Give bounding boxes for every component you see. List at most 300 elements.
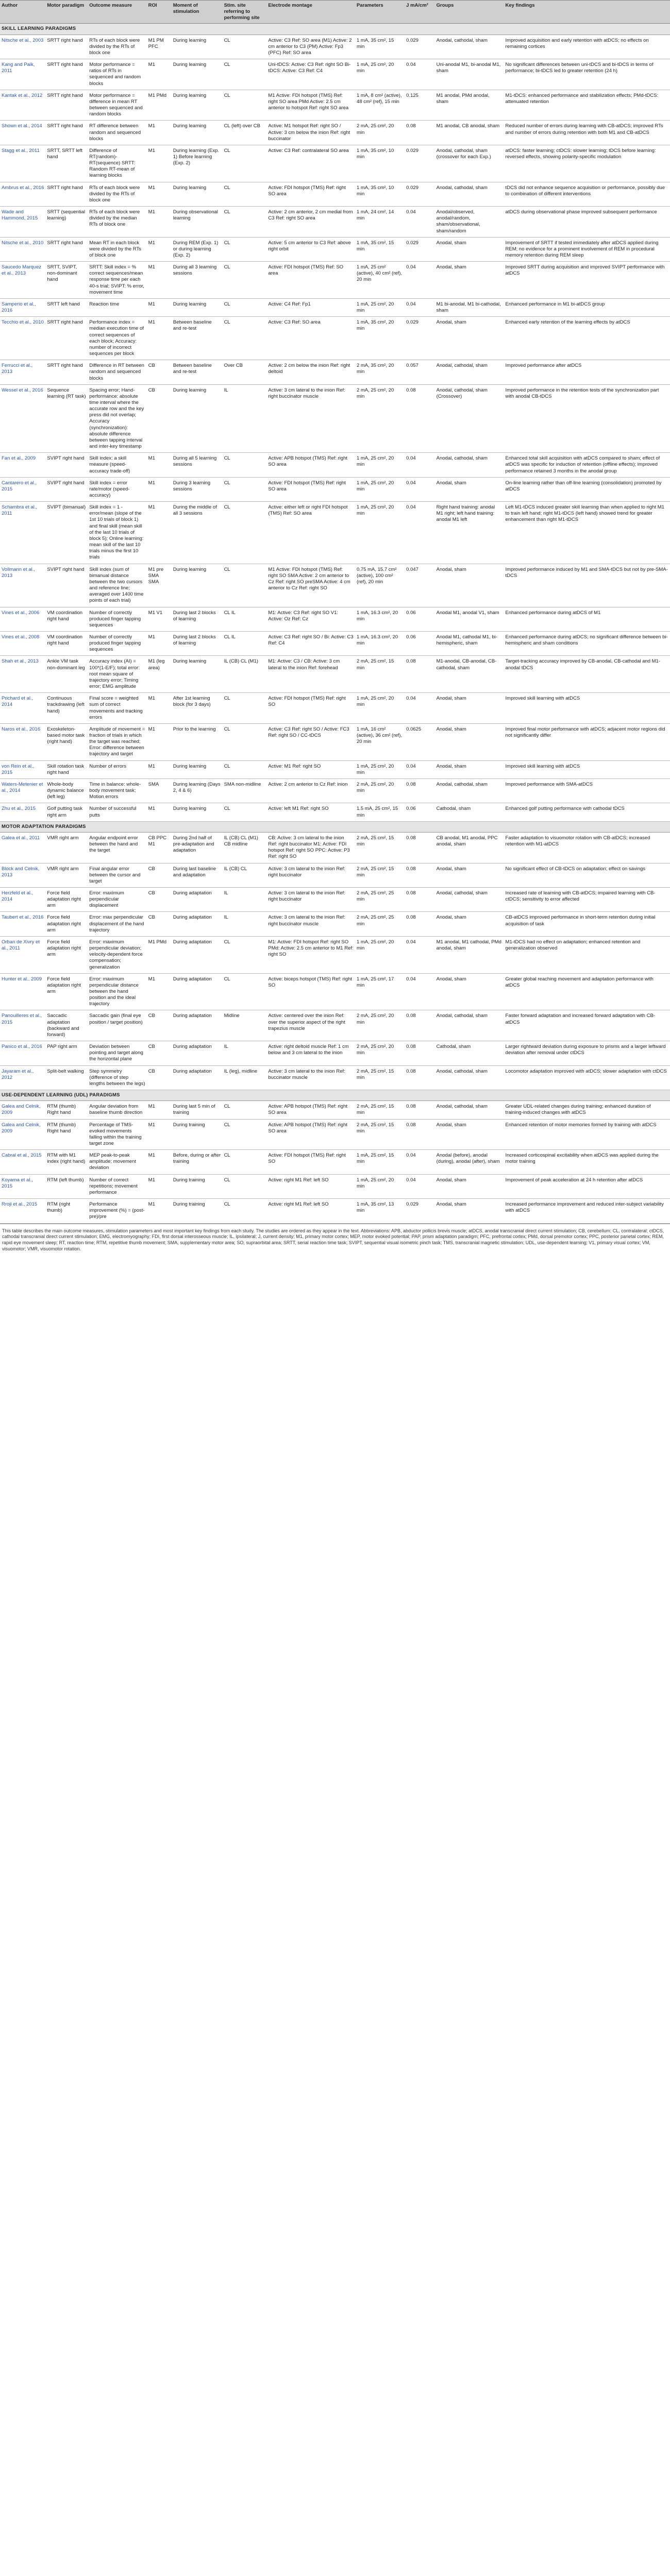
- table-cell: Enhanced golf putting performance with cathodal tDCS: [504, 803, 670, 821]
- table-row: [0, 453, 670, 477]
- table-cell: M1: [147, 121, 172, 145]
- table-row: [0, 1174, 670, 1198]
- table-cell: Sequence learning (RT task): [45, 384, 88, 453]
- table-cell: 0.04: [405, 693, 435, 724]
- table-cell: Skill rotation task right hand: [45, 760, 88, 778]
- table-cell: Improved final motor performance with atDCS; adjacent motor regions did not significantly differ: [504, 723, 670, 760]
- table-cell: M1: [147, 1150, 172, 1174]
- author-citation-link[interactable]: Vollmann et al., 2013: [0, 564, 45, 607]
- table-cell: CL: [223, 1101, 267, 1119]
- table-cell: Force field adaptation right arm: [45, 912, 88, 936]
- table-cell: Active: FDI hotspot (TMS) Ref: right SO area: [266, 477, 355, 501]
- table-cell: Between baseline and re-test: [172, 317, 223, 360]
- table-cell: Reaction time: [88, 298, 146, 316]
- author-citation-link[interactable]: Rroji et al., 2015: [0, 1199, 45, 1223]
- table-cell: M1: [147, 207, 172, 238]
- table-row: [0, 1010, 670, 1041]
- table-cell: 1 mA, 25 cm², 20 min: [355, 298, 405, 316]
- table-cell: During learning: [172, 121, 223, 145]
- table-cell: M1: [147, 803, 172, 821]
- table-cell: Anodal, sham: [435, 863, 504, 887]
- table-cell: Prior to the learning: [172, 723, 223, 760]
- table-cell: Anodal, sham: [435, 693, 504, 724]
- author-citation-link[interactable]: Jayaram et al., 2012: [0, 1065, 45, 1090]
- table-cell: 0.06: [405, 631, 435, 655]
- table-cell: Anodal, cathodal, sham: [435, 778, 504, 803]
- author-citation-link[interactable]: Nitsche et al., 2003: [0, 35, 45, 59]
- table-cell: Target-tracking accuracy improved by CB-anodal, CB-cathodal and M1-anodal tDCS: [504, 656, 670, 693]
- table-cell: SRTT, SVIPT, non-dominant hand: [45, 262, 88, 299]
- table-cell: Active: 3 cm lateral to the inion Ref: buccinator muscle: [266, 1065, 355, 1090]
- column-header: Moment of stimulation: [172, 1, 223, 24]
- table-cell: RTs of each block were divided by the median RTs of block one: [88, 207, 146, 238]
- table-cell: During learning: [172, 564, 223, 607]
- table-cell: 1 mA, 25 cm², 20 min: [355, 502, 405, 564]
- table-row: [0, 832, 670, 863]
- table-cell: Larger rightward deviation during exposure to prisms and a larger leftward deviation after removal under ctDCS: [504, 1041, 670, 1065]
- table-cell: Anodal (before), anodal (during), anodal (after), sham: [435, 1150, 504, 1174]
- table-cell: 2 mA, 25 cm², 15 min: [355, 1065, 405, 1090]
- table-cell: During learning: [172, 803, 223, 821]
- author-citation-link[interactable]: Koyama et al., 2015: [0, 1174, 45, 1198]
- table-cell: Active: 2 cm anterior to Cz Ref: inion: [266, 778, 355, 803]
- table-cell: Anodal, cathodal, sham: [435, 182, 504, 206]
- column-header: Groups: [435, 1, 504, 24]
- table-cell: 2 mA, 25 cm², 20 min: [355, 1041, 405, 1065]
- table-cell: Golf putting task right arm: [45, 803, 88, 821]
- table-cell: Difference in RT between random and sequenced blocks: [88, 360, 146, 384]
- table-row: [0, 384, 670, 453]
- table-cell: M1 pre SMA SMA: [147, 564, 172, 607]
- author-citation-link[interactable]: Schambra et al., 2011: [0, 502, 45, 564]
- author-citation-link[interactable]: Naros et al., 2016: [0, 723, 45, 760]
- table-cell: Anodal, sham: [435, 912, 504, 936]
- table-cell: CB: [147, 1065, 172, 1090]
- table-cell: 1 mA, 16.3 cm², 20 min: [355, 631, 405, 655]
- table-cell: 0.08: [405, 656, 435, 693]
- table-cell: Enhanced performance in M1 bi-atDCS group: [504, 298, 670, 316]
- table-cell: M1: [147, 317, 172, 360]
- author-citation-link[interactable]: Kang and Paik, 2011: [0, 59, 45, 90]
- table-cell: CL: [223, 262, 267, 299]
- table-row: [0, 936, 670, 973]
- table-cell: IL: [223, 887, 267, 911]
- author-citation-link[interactable]: Panico et al., 2016: [0, 1041, 45, 1065]
- column-header: Outcome measure: [88, 1, 146, 24]
- table-cell: 1 mA, 25 cm², 20 min: [355, 1174, 405, 1198]
- table-cell: M1: [147, 477, 172, 501]
- table-cell: Motor performance = difference in mean RT between sequenced and random blocks: [88, 90, 146, 121]
- table-row: [0, 803, 670, 821]
- table-cell: CL: [223, 564, 267, 607]
- table-cell: During learning: [172, 656, 223, 693]
- table-cell: 1 mA, 8 cm² (active), 48 cm² (ref), 15 min: [355, 90, 405, 121]
- table-cell: Force field adaptation right arm: [45, 887, 88, 911]
- table-cell: Percentage of TMS-evoked movements falling within the training target zone: [88, 1119, 146, 1150]
- author-citation-link[interactable]: Prichard et al., 2014: [0, 693, 45, 724]
- table-row: [0, 477, 670, 501]
- table-cell: M1: Active: C3 / CB: Active: 3 cm lateral to the inion Ref: forehead: [266, 656, 355, 693]
- table-cell: No significant effect of CB-tDCS on adaptation; effect on savings: [504, 863, 670, 887]
- table-cell: 0.029: [405, 1199, 435, 1223]
- table-cell: 0.057: [405, 360, 435, 384]
- table-cell: Motor performance = ratios of RTs in sequenced and random blocks: [88, 59, 146, 90]
- table-cell: CB: [147, 1010, 172, 1041]
- table-cell: Anodal, sham: [435, 973, 504, 1010]
- table-cell: 2 mA, 25 cm², 20 min: [355, 1010, 405, 1041]
- table-cell: Active: APB hotspot (TMS) Ref: right SO area: [266, 1119, 355, 1150]
- table-cell: Anodal, cathodal, sham (crossover for each Exp.): [435, 145, 504, 182]
- table-cell: CL: [223, 317, 267, 360]
- table-cell: During adaptation: [172, 1041, 223, 1065]
- table-cell: Improvement of SRTT if tested immediately after atDCS applied during REM; no evidence for a prominent involvement of REM in procedural memory retention during REM sleep: [504, 237, 670, 261]
- table-cell: 0.04: [405, 207, 435, 238]
- author-citation-link[interactable]: Tecchio et al., 2010: [0, 317, 45, 360]
- table-row: [0, 607, 670, 631]
- author-citation-link[interactable]: Galea and Celnik, 2009: [0, 1101, 45, 1119]
- author-citation-link[interactable]: Saucedo Marquez et al., 2013: [0, 262, 45, 299]
- table-cell: Active: 2 cm below the inion Ref: right deltoid: [266, 360, 355, 384]
- table-cell: Active: C3 Ref: SO area: [266, 317, 355, 360]
- table-cell: 0.04: [405, 502, 435, 564]
- table-cell: Skill index = error rate/motor (speed-accuracy): [88, 477, 146, 501]
- table-cell: Faster forward adaptation and increased forward adaptation with CB-atDCS: [504, 1010, 670, 1041]
- table-cell: During learning: [172, 760, 223, 778]
- table-cell: RTs of each block were divided by the RTs of block one: [88, 35, 146, 59]
- table-cell: After 1st learning block (for 3 days): [172, 693, 223, 724]
- table-cell: Anodal, sham: [435, 760, 504, 778]
- table-cell: Anodal, cathodal, sham: [435, 1065, 504, 1090]
- table-cell: CB: [147, 360, 172, 384]
- table-row: [0, 298, 670, 316]
- table-cell: Active: 5 cm anterior to C3 Ref: above right orbit: [266, 237, 355, 261]
- table-cell: MEP peak-to-peak amplitude; movement deviation: [88, 1150, 146, 1174]
- table-cell: Final score = weighted sum of correct movements and tracking errors: [88, 693, 146, 724]
- table-cell: 0.06: [405, 803, 435, 821]
- table-cell: Anodal, cathodal, sham: [435, 453, 504, 477]
- author-citation-link[interactable]: Stagg et al., 2011: [0, 145, 45, 182]
- author-citation-link[interactable]: Panouilleres et al., 2015: [0, 1010, 45, 1041]
- author-citation-link[interactable]: Wade and Hammond, 2015: [0, 207, 45, 238]
- table-cell: 2 mA, 25 cm², 25 min: [355, 912, 405, 936]
- table-cell: Improved skill learning with atDCS: [504, 760, 670, 778]
- table-body: [0, 24, 670, 1223]
- column-header: Stim. site referring to performing site: [223, 1, 267, 24]
- table-cell: CL: [223, 35, 267, 59]
- table-cell: Before, during or after training: [172, 1150, 223, 1174]
- table-row: [0, 656, 670, 693]
- author-citation-link[interactable]: Nitsche et al., 2010: [0, 237, 45, 261]
- table-cell: Improved acquisition and early retention with atDCS; no effects on remaining cortices: [504, 35, 670, 59]
- table-row: [0, 145, 670, 182]
- table-row: [0, 912, 670, 936]
- table-cell: 2 mA, 25 cm², 15 min: [355, 832, 405, 863]
- table-cell: Anodal, sham: [435, 1199, 504, 1223]
- author-citation-link[interactable]: Galea and Celnik, 2009: [0, 1119, 45, 1150]
- author-citation-link[interactable]: Zhu et al., 2015: [0, 803, 45, 821]
- table-cell: During last 5 min of training: [172, 1101, 223, 1119]
- table-cell: SRTT right hand: [45, 237, 88, 261]
- table-cell: RT difference between random and sequenced blocks: [88, 121, 146, 145]
- table-cell: Anodal, sham: [435, 1119, 504, 1150]
- table-cell: RTM (left thumb): [45, 1174, 88, 1198]
- table-cell: 1 mA, 16.3 cm², 20 min: [355, 607, 405, 631]
- author-citation-link[interactable]: Waters-Metenier et al., 2014: [0, 778, 45, 803]
- table-cell: 0.029: [405, 145, 435, 182]
- table-cell: CL: [223, 59, 267, 90]
- table-cell: 2 mA, 25 cm², 15 min: [355, 1119, 405, 1150]
- table-cell: Left M1-tDCS induced greater skill learning than when applied to right M1 to train left hand; right M1-tDCS (left hand) showed trend for greater enhancement than right M1-tDCS: [504, 502, 670, 564]
- table-cell: Ankle VM task non-dominant leg: [45, 656, 88, 693]
- table-cell: M1: [147, 1101, 172, 1119]
- table-cell: Whole-body dynamic balance (left leg): [45, 778, 88, 803]
- table-cell: M1 bi-anodal, M1 bi-cathodal, sham: [435, 298, 504, 316]
- table-cell: Anodal, sham: [435, 1174, 504, 1198]
- column-header: Key findings: [504, 1, 670, 24]
- table-cell: During learning: [172, 182, 223, 206]
- table-cell: Active: FDI hotspot (TMS) Ref: right SO: [266, 693, 355, 724]
- author-citation-link[interactable]: Vines et al., 2006: [0, 607, 45, 631]
- table-row: [0, 262, 670, 299]
- table-cell: CB anodal, M1 anodal, PPC anodal, sham: [435, 832, 504, 863]
- author-citation-link[interactable]: Taubert et al., 2016: [0, 912, 45, 936]
- table-cell: Active: left M1 Ref: right SO: [266, 803, 355, 821]
- column-header: Motor paradigm: [45, 1, 88, 24]
- table-cell: Active: 3 cm lateral to the inion Ref: right buccinator muscle: [266, 912, 355, 936]
- table-cell: Number of correctly produced finger tapping sequences: [88, 607, 146, 631]
- table-cell: CL: [223, 693, 267, 724]
- table-cell: SRTT left hand: [45, 298, 88, 316]
- table-cell: Midline: [223, 1010, 267, 1041]
- table-cell: Error: maximum perpendicular displacement: [88, 887, 146, 911]
- table-cell: 2 mA, 35 cm², 20 min: [355, 360, 405, 384]
- table-cell: VMR right arm: [45, 832, 88, 863]
- table-cell: SRTT: Skill index = % correct sequences/mean response time per each 40-s trial; SVIPT: % error, movement time: [88, 262, 146, 299]
- table-cell: Active: FDI hotspot (TMS) Ref: right SO area: [266, 182, 355, 206]
- table-cell: On-line learning rather than off-line learning (consolidation) promoted by atDCS: [504, 477, 670, 501]
- table-cell: Increased performance improvement and reduced inter-subject variability with atDCS: [504, 1199, 670, 1223]
- table-cell: 1 mA, 25 cm², 20 min: [355, 477, 405, 501]
- table-row: [0, 564, 670, 607]
- author-citation-link[interactable]: Wessel et al., 2016: [0, 384, 45, 453]
- table-cell: M1 anodal, CB anodal, sham: [435, 121, 504, 145]
- author-citation-link[interactable]: Hunter et al., 2009: [0, 973, 45, 1010]
- table-cell: Improved performance after atDCS: [504, 360, 670, 384]
- author-citation-link[interactable]: Herzfeld et al., 2014: [0, 887, 45, 911]
- table-cell: Saccadic gain (final eye position / target position): [88, 1010, 146, 1041]
- table-cell: 0.08: [405, 1041, 435, 1065]
- table-cell: VM coordination right hand: [45, 607, 88, 631]
- table-cell: Anodal, sham: [435, 477, 504, 501]
- table-cell: Increased corticospinal excitability when atDCS was applied during the motor training: [504, 1150, 670, 1174]
- author-citation-link[interactable]: Galea et al., 2011: [0, 832, 45, 863]
- table-cell: Enhanced early retention of the learning effects by atDCS: [504, 317, 670, 360]
- table-row: [0, 760, 670, 778]
- table-cell: CL: [223, 1199, 267, 1223]
- table-cell: M1 Active: FDI hotspot (TMS) Ref: right SO SMA Active: 2 cm anterior to Cz Ref: right SO preSMA Active: 4 cm anterior to Cz Ref: right SO: [266, 564, 355, 607]
- table-row: [0, 1101, 670, 1119]
- author-citation-link[interactable]: Ambrus et al., 2016: [0, 182, 45, 206]
- table-cell: RTM (thumb) Right hand: [45, 1119, 88, 1150]
- table-cell: SMA: [147, 778, 172, 803]
- table-cell: PAP right arm: [45, 1041, 88, 1065]
- table-cell: M1: [147, 145, 172, 182]
- table-cell: During learning: [172, 384, 223, 453]
- table-cell: CL: [223, 207, 267, 238]
- author-citation-link[interactable]: von Rein et al., 2015: [0, 760, 45, 778]
- table-cell: SRTT right hand: [45, 182, 88, 206]
- table-cell: Anodal, sham: [435, 262, 504, 299]
- author-citation-link[interactable]: Cantarero et al., 2015: [0, 477, 45, 501]
- table-cell: Skill index = 1 - error/mean (slope of the 1st 10 trials of block 1) and final skill (mean skill of the last 10 trials of block 5); Online learning: mean skill of the last 10 trials minus the first 10 trials: [88, 502, 146, 564]
- table-cell: CL: [223, 973, 267, 1010]
- author-citation-link[interactable]: Cabral et al., 2015: [0, 1150, 45, 1174]
- table-cell: Enhanced retention of motor memories formed by training with atDCS: [504, 1119, 670, 1150]
- table-cell: CL: [223, 1174, 267, 1198]
- table-cell: Enhanced performance during atDCS of M1: [504, 607, 670, 631]
- table-cell: Active: M1 Ref: right SO: [266, 760, 355, 778]
- table-cell: Amplitude of movement = fraction of trials in which the target was reached; Error: difference between trajectory and target: [88, 723, 146, 760]
- table-cell: Active: APB hotspot (TMS) Ref: right SO area: [266, 453, 355, 477]
- table-cell: Anodal, cathodal, sham: [435, 887, 504, 911]
- table-row: [0, 1199, 670, 1223]
- table-cell: 0.04: [405, 973, 435, 1010]
- table-cell: atDCS: faster learning; ctDCS: slower learning; tDCS before learning: reversed effects, showing polarity-specific modulation: [504, 145, 670, 182]
- author-citation-link[interactable]: Vines et al., 2008: [0, 631, 45, 655]
- table-row: [0, 121, 670, 145]
- table-cell: Right hand training: anodal M1 right; left hand training: anodal M1 left: [435, 502, 504, 564]
- table-cell: Active: right M1 Ref: left SO: [266, 1199, 355, 1223]
- section-title: SKILL LEARNING PARADIGMS: [0, 24, 670, 35]
- author-citation-link[interactable]: Shah et al., 2013: [0, 656, 45, 693]
- table-cell: 0.125: [405, 90, 435, 121]
- table-cell: During training: [172, 1199, 223, 1223]
- table-cell: During learning: [172, 90, 223, 121]
- table-cell: Error: max perpendicular displacement of the hand trajectory: [88, 912, 146, 936]
- author-citation-link[interactable]: Orban de Xivry et al., 2011: [0, 936, 45, 973]
- column-header: Electrode montage: [266, 1, 355, 24]
- table-cell: CB PPC M1: [147, 832, 172, 863]
- author-citation-link[interactable]: Shown et al., 2014: [0, 121, 45, 145]
- table-cell: M1: [147, 453, 172, 477]
- table-cell: CB: [147, 1041, 172, 1065]
- table-cell: 0.04: [405, 453, 435, 477]
- table-cell: 1 mA, 25 cm², 20 min: [355, 936, 405, 973]
- table-row: [0, 1150, 670, 1174]
- table-cell: Active: C3 Ref: contralateral SO area: [266, 145, 355, 182]
- table-cell: Active: C3 Ref: right SO / Bi: Active: C3 Ref: C4: [266, 631, 355, 655]
- table-cell: Active: FDI hotspot (TMS) Ref: SO area: [266, 262, 355, 299]
- table-cell: atDCS during observational phase improved subsequent performance: [504, 207, 670, 238]
- table-cell: VM coordination right hand: [45, 631, 88, 655]
- table-cell: 0.029: [405, 317, 435, 360]
- table-cell: Anodal/observed, anodal/random, sham/observational, sham/random: [435, 207, 504, 238]
- table-cell: SRTT right hand: [45, 317, 88, 360]
- table-row: [0, 631, 670, 655]
- table-cell: During learning (Exp. 1) Before learning (Exp. 2): [172, 145, 223, 182]
- table-cell: Increased rate of learning with CB-atDCS; impaired learning with CB-ctDCS; sensitivity to error affected: [504, 887, 670, 911]
- table-cell: 0.75 mA, 15.7 cm² (active), 100 cm² (ref), 20 min: [355, 564, 405, 607]
- table-cell: M1: Active: C3 Ref: right SO V1: Active: Oz Ref: Cz: [266, 607, 355, 631]
- table-cell: M1 anodal, PMd anodal, sham: [435, 90, 504, 121]
- table-cell: 0.04: [405, 936, 435, 973]
- table-cell: Anodal, cathodal, sham: [435, 1010, 504, 1041]
- table-cell: 1 mA, 25 cm², 20 min: [355, 59, 405, 90]
- author-citation-link[interactable]: Kantak et al., 2012: [0, 90, 45, 121]
- table-cell: 0.029: [405, 237, 435, 261]
- table-cell: 2 mA, 25 cm², 20 min: [355, 778, 405, 803]
- table-cell: 1 mA, 35 cm², 20 min: [355, 317, 405, 360]
- table-cell: SRTT, SRTT left hand: [45, 145, 88, 182]
- table-cell: Active: FDI hotspot (TMS) Ref: right SO: [266, 1150, 355, 1174]
- table-cell: Improved skill learning with atDCS: [504, 693, 670, 724]
- table-footnote: This table describes the main outcome measures, stimulation parameters and most important key findings from each study. The studies are ordered as they appear in the text. Abbreviations: APB, abductor pollicis brevis muscle; atDCS, anodal transcranial direct current stimulation; CB, cerebellum; CL, contralateral; ctDCS, cathodal transcranial direct current stimulation; EMG, electromyography; FDI, first dorsal interosseous muscle; IL, ipsilateral; J, current density; M1, primary motor cortex; MEP, motor evoked potential; PAP, prism adaptation paradigm; PFC, prefrontal cortex; PMd, dorsal premotor cortex; PPC, posterior parietal cortex; REM, rapid eye movement sleep; RT, reaction time; RTM, repetitive thumb movement; SMA, supplementary motor area; SO, supraorbital area; SRTT, serial reaction time task; SVIPT, sequential visual isometric pinch task; TMS, transcranial magnetic stimulation; UDL, use-dependent learning; V1, primary visual cortex; VM, visuomotor; VMR, visuomotor rotation.: [0, 1224, 670, 1257]
- table-cell: M1: [147, 693, 172, 724]
- table-cell: 0.029: [405, 35, 435, 59]
- table-cell: Number of correct repetitions; movement performance: [88, 1174, 146, 1198]
- table-cell: CL: [223, 936, 267, 973]
- table-cell: Force field adaptation right arm: [45, 973, 88, 1010]
- table-cell: M1: [147, 59, 172, 90]
- table-cell: 2 mA, 25 cm², 20 min: [355, 121, 405, 145]
- table-cell: Active: C4 Ref: Fp1: [266, 298, 355, 316]
- author-citation-link[interactable]: Ferrucci et al., 2013: [0, 360, 45, 384]
- table-cell: IL: [223, 912, 267, 936]
- table-row: [0, 182, 670, 206]
- table-cell: Anodal, sham: [435, 237, 504, 261]
- table-cell: Performance index = median execution time of correct sequences of each block; Accuracy: number of incorrect sequences per block: [88, 317, 146, 360]
- table-cell: Over CB: [223, 360, 267, 384]
- table-cell: 0.04: [405, 1150, 435, 1174]
- table-cell: 0.08: [405, 1101, 435, 1119]
- table-cell: M1: [147, 298, 172, 316]
- table-cell: 1 mA, 35 cm², 10 min: [355, 182, 405, 206]
- author-citation-link[interactable]: Samperio et al., 2016: [0, 298, 45, 316]
- table-cell: 1 mA, 16 cm² (active), 36 cm² (ref), 20 min: [355, 723, 405, 760]
- table-cell: Spacing error; Hand-performance: absolute time interval where the accurate row and the key press did not overlap; Accuracy (synchronization): absolute difference between tapping interval and inter-key timestamp: [88, 384, 146, 453]
- table-cell: During all 3 learning sessions: [172, 262, 223, 299]
- table-cell: During last 2 blocks of learning: [172, 607, 223, 631]
- table-cell: CL IL: [223, 631, 267, 655]
- table-cell: 1 mA, 25 cm², 20 min: [355, 760, 405, 778]
- table-cell: 0.08: [405, 384, 435, 453]
- table-cell: 1 mA, 35 cm², 13 min: [355, 1199, 405, 1223]
- table-cell: Active: 2 cm anterior, 2 cm medial from C3 Ref: right SO area: [266, 207, 355, 238]
- table-cell: 1 mA, 25 cm² (active), 40 cm² (ref), 20 min: [355, 262, 405, 299]
- table-cell: Active: M1 hotspot Ref: right SO / Active: 3 cm below the inion Ref: right buccinator: [266, 121, 355, 145]
- table-cell: During learning: [172, 298, 223, 316]
- table-cell: Active: right M1 Ref: left SO: [266, 1174, 355, 1198]
- table-cell: During learning (Days 2, 4 & 6): [172, 778, 223, 803]
- table-cell: RTM (right thumb): [45, 1199, 88, 1223]
- table-cell: M1: [147, 237, 172, 261]
- table-cell: 0.08: [405, 1010, 435, 1041]
- table-cell: Improved SRTT during acquisition and improved SVIPT performance with atDCS: [504, 262, 670, 299]
- table-row: [0, 59, 670, 90]
- table-cell: M1: [147, 262, 172, 299]
- table-cell: 0.029: [405, 182, 435, 206]
- table-cell: IL: [223, 384, 267, 453]
- author-citation-link[interactable]: Fan et al., 2009: [0, 453, 45, 477]
- table-cell: IL (CB) CL: [223, 863, 267, 887]
- column-header: J mA/cm²: [405, 1, 435, 24]
- table-cell: M1: [147, 1119, 172, 1150]
- table-cell: M1: [147, 182, 172, 206]
- table-cell: Locomotor adaptation improved with atDCS; slower adaptation with ctDCS: [504, 1065, 670, 1090]
- author-citation-link[interactable]: Block and Celnik, 2013: [0, 863, 45, 887]
- table-cell: CB: [147, 863, 172, 887]
- table-cell: CB: [147, 912, 172, 936]
